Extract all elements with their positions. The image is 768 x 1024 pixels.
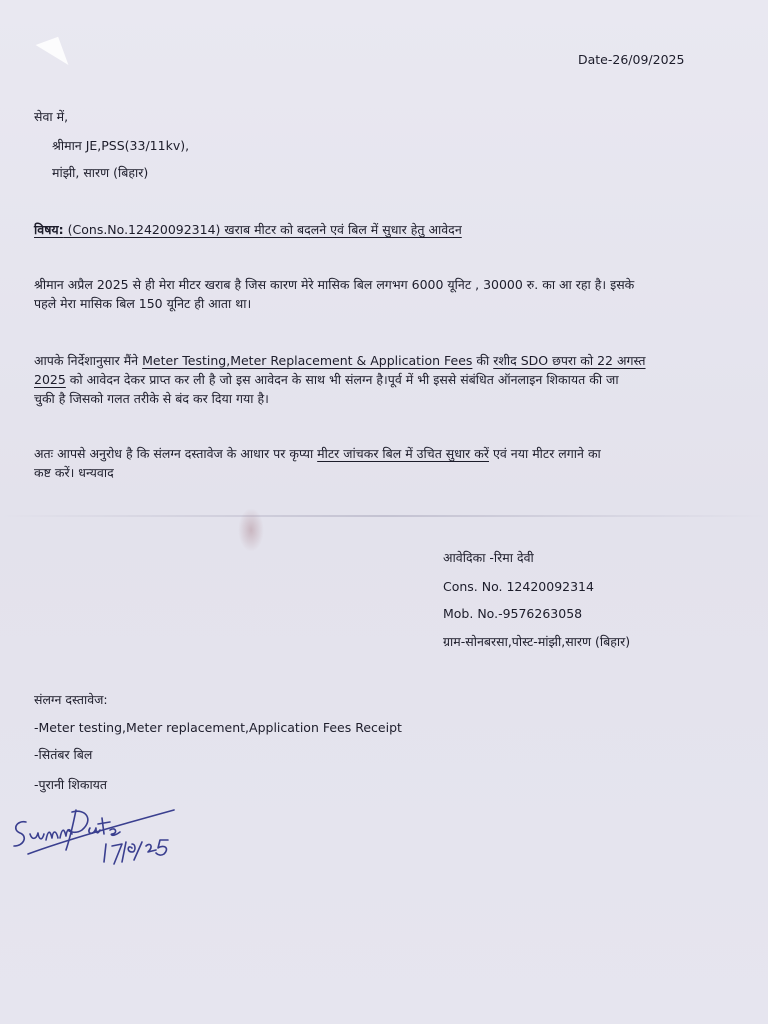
paragraph-1 xyxy=(34,275,706,313)
paper-stain xyxy=(238,508,264,552)
subject-label: विषय: xyxy=(34,222,64,237)
p2-text: की xyxy=(472,353,494,368)
p3-request-underlined: मीटर जांचकर बिल में उचित सुधार करें xyxy=(317,446,489,461)
sender-address: ग्राम-सोनबरसा,पोस्ट-मांझी,सारण (बिहार) xyxy=(443,634,631,649)
paragraph-3 xyxy=(34,444,706,482)
salutation: सेवा में, xyxy=(34,109,69,124)
paragraph-1-line-1: श्रीमान अप्रैल 2025 से ही मेरा मीटर खराब है जिस कारण मेरे मासिक बिल लगभग 6000 यूनिट , 30000 रु. का आ रहा है। इसके xyxy=(34,277,635,292)
recipient-line-2: मांझी, सारण (बिहार) xyxy=(52,165,149,180)
folded-corner xyxy=(36,37,69,73)
sender-mobile: Mob. No.-9576263058 xyxy=(443,606,583,621)
p3-text: अतः आपसे अनुरोध है कि संलग्न दस्तावेज के आधार पर कृप्या xyxy=(34,446,318,461)
recipient-line-1: श्रीमान JE,PSS(33/11kv), xyxy=(52,138,190,153)
p2-text: को आवेदन देकर प्राप्त कर ली है जो इस आवेदन के साथ भी संलग्न है।पूर्व में भी इससे संबंधित ऑनलाइन शिकायत की जा xyxy=(65,372,619,387)
attachment-item: -Meter testing,Meter replacement,Application Fees Receipt xyxy=(34,720,402,735)
sender-name: आवेदिका -रिमा देवी xyxy=(443,550,534,565)
subject-text: (Cons.No.12420092314) खराब मीटर को बदलने एवं बिल में सुधार हेतु आवेदन xyxy=(63,222,462,237)
paper-fold xyxy=(0,515,768,517)
paragraph-2 xyxy=(34,351,706,408)
p2-year-underlined: 2025 xyxy=(34,372,66,387)
paragraph-1-line-2: पहले मेरा मासिक बिल 150 यूनिट ही आता था। xyxy=(34,296,252,311)
p2-receipt-underlined: रशीद SDO छपरा को 22 अगस्त xyxy=(493,353,646,368)
paragraph-3-line-2: कष्ट करें। धन्यवाद xyxy=(34,465,114,480)
paragraph-3-line-1 xyxy=(34,444,706,463)
subject-line xyxy=(34,221,462,238)
p3-text: एवं नया मीटर लगाने का xyxy=(488,446,601,461)
p2-fees-underlined: Meter Testing,Meter Replacement & Application Fees xyxy=(142,353,473,368)
paragraph-2-line-2 xyxy=(34,370,706,389)
paragraph-2-line-1 xyxy=(34,351,706,370)
p2-text: आपके निर्देशानुसार मैंने xyxy=(34,353,143,368)
attachment-item: -सितंबर बिल xyxy=(34,747,93,762)
attachment-item: -पुरानी शिकायत xyxy=(34,777,108,792)
attachments-heading: संलग्न दस्तावेज: xyxy=(34,692,108,707)
sender-cons-no: Cons. No. 12420092314 xyxy=(443,579,594,594)
handwritten-submit-note xyxy=(6,800,186,870)
paragraph-2-line-3: चुकी है जिसको गलत तरीके से बंद कर दिया गया है। xyxy=(34,391,269,406)
letter-date: Date-26/09/2025 xyxy=(578,52,685,67)
